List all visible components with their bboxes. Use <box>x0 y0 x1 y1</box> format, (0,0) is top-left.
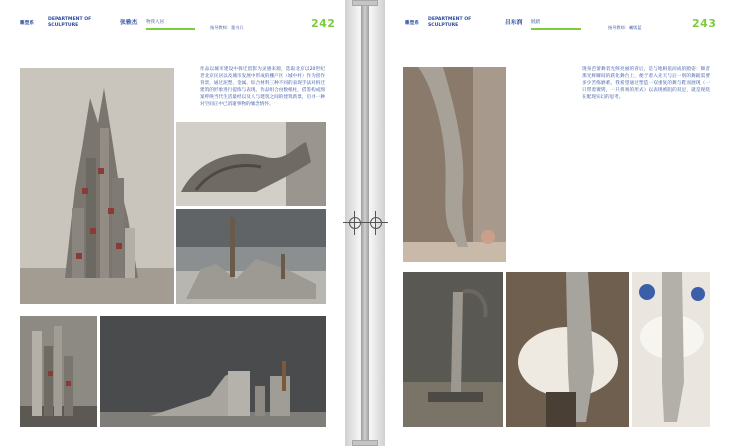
right-student-name: 吕东润 <box>505 20 523 26</box>
photo-studio-wall-model <box>176 209 326 304</box>
right-header-tag: 雕塑系 <box>405 21 420 26</box>
right-header-underline <box>531 28 581 30</box>
photo-roof-eave-clay <box>176 122 326 206</box>
registration-mark-left-icon <box>347 215 363 231</box>
right-supervisor: 指导教师：曦嫣蓝 <box>608 25 642 30</box>
spine-cap-bottom <box>352 440 378 446</box>
right-work-title: 锻踏 <box>531 20 540 25</box>
left-page-number: 242 <box>311 17 336 30</box>
left-student-name: 张雅杰 <box>120 20 138 26</box>
photo-ruined-wall-wide <box>100 316 326 427</box>
photo-clay-leg-blue-glove <box>632 272 710 427</box>
right-dept-label: DEPARTMENT OF SCULPTURE <box>428 17 472 28</box>
photo-sculpture-detail <box>20 316 97 427</box>
left-header-tag: 雕塑系 <box>20 21 35 26</box>
right-description: 现身芭蕾舞者光鲜亮丽的背后，是与地相依而成的蹬姿：舞者那光鲜瞬间的跃化舞台上，便于着入先天与后一别的舞蹈需要多少苦练磨难。我希望通过塑造一双重复的舞与鞋而展现（一只带着镣铐，一只将须的形式）以表现被阻的双足，就是现绕在配现实幻的思考。 <box>582 67 710 100</box>
left-header-underline <box>146 28 195 30</box>
photo-workshop-armature <box>403 272 503 427</box>
photo-clay-leg-with-pillow <box>506 272 629 427</box>
spine-cap-top <box>352 0 378 6</box>
left-supervisor: 指导教师：董书兵 <box>210 25 244 30</box>
right-page-number: 243 <box>692 17 717 30</box>
left-description: 作品以城市建设中拆迁留影为灵感来源，选取北京以20世纪老北京民居以及城市发展中形成的棚户区（城中村）作为创作背景，通过泥塑、金属、综合材料三种不同的表现手法对拆迁建筑的形象进行提炼与表现。作品组合由数根柱，借鉴构成图案呼唤当代生活最经以及人与建筑之间的建筑新景，启寻一种对空间正中已消逝事物的缅念情怀。 <box>200 67 325 107</box>
left-work-title: 物我人居 <box>146 20 164 25</box>
left-dept-label: DEPARTMENT OF SCULPTURE <box>48 17 92 28</box>
registration-mark-right-icon <box>368 215 384 231</box>
photo-clay-leg-pointe <box>403 67 506 262</box>
photo-sculpture-tower <box>20 68 174 304</box>
